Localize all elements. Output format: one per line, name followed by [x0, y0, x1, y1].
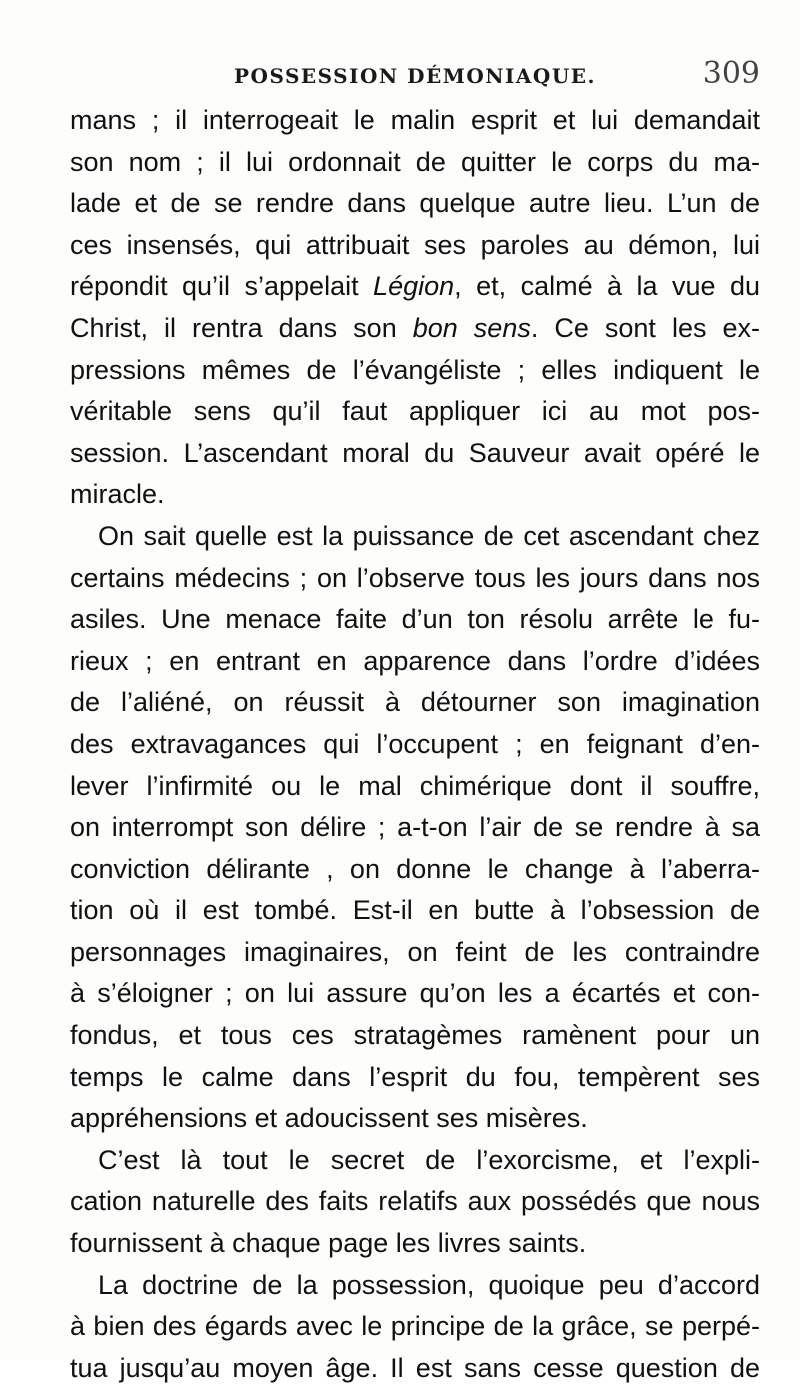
- text-line: personnages imaginaires, on feint de les contraindre: [70, 936, 760, 967]
- text-line: appréhensions et adoucissent ses misères.: [70, 1103, 588, 1134]
- body-text: [70, 100, 760, 1389]
- text-line: session. L’ascendant moral du Sauveur avait opéré le: [70, 437, 760, 468]
- text-line: à s’éloigner ; on lui assure qu’on les a écartés et con-: [70, 978, 760, 1009]
- text-line: véritable sens qu’il faut appliquer ici au mot pos-: [70, 396, 760, 427]
- text-segment: répondit qu’il s’appelait: [70, 271, 374, 302]
- text-line: [70, 308, 760, 350]
- text-line: certains médecins ; on l’observe tous les jours dans nos: [70, 562, 760, 593]
- text-line: C’est là tout le secret de l’exorcisme, et l’expli-: [98, 1144, 760, 1175]
- text-line: lade et de se rendre dans quelque autre lieu. L’un de: [70, 188, 760, 219]
- page-number: 309: [702, 56, 760, 91]
- text-line: mans ; il interrogeait le malin esprit et lui demandait: [70, 105, 760, 135]
- text-line: On sait quelle est la puissance de cet ascendant chez: [98, 520, 760, 551]
- text-line: ces insensés, qui attribuait ses paroles au démon, lui: [70, 229, 760, 260]
- text-line: miracle.: [70, 479, 165, 510]
- text-line: son nom ; il lui ordonnait de quitter le corps du ma-: [70, 146, 760, 177]
- text-line: tua jusqu’au moyen âge. Il est sans cesse question de: [70, 1352, 760, 1383]
- text-line: conviction délirante , on donne le change à l’aberra-: [70, 853, 760, 884]
- text-segment: , et, calmé à la vue du: [454, 271, 760, 302]
- text-line: pressions mêmes de l’évangéliste ; elles indiquent le: [70, 354, 760, 385]
- text-line: fondus, et tous ces stratagèmes ramènent pour un: [70, 1020, 760, 1051]
- text-line: tion où il est tombé. Est-il en butte à l’obsession de: [70, 895, 760, 926]
- text-line: temps le calme dans l’esprit du fou, tempèrent ses: [70, 1061, 760, 1092]
- text-segment: . Ce sont les ex-: [530, 312, 761, 343]
- text-line: lever l’infirmité ou le mal chimérique dont il souffre,: [70, 770, 760, 801]
- text-line: cation naturelle des faits relatifs aux possédés que nous: [70, 1186, 760, 1217]
- text-line: de l’aliéné, on réussit à détourner son imagination: [70, 687, 760, 718]
- text-line: asiles. Une menace faite d’un ton résolu arrête le fu-: [70, 604, 760, 635]
- text-segment: Christ, il rentra dans son: [70, 312, 413, 343]
- text-line: des extravagances qui l’occupent ; en feignant d’en-: [70, 728, 760, 759]
- text-line: on interrompt son délire ; a-t-on l’air de se rendre à sa: [70, 812, 760, 843]
- text-line: [70, 266, 760, 308]
- running-title: POSSESSION DÉMONIAQUE.: [234, 64, 596, 88]
- text-line: rieux ; en entrant en apparence dans l’ordre d’idées: [70, 645, 760, 676]
- text-line: à bien des égards avec le principe de la grâce, se perpé-: [70, 1311, 760, 1342]
- text-line: fournissent à chaque page les livres saints.: [70, 1228, 587, 1259]
- running-header: [70, 56, 760, 96]
- italic-term: Légion: [373, 271, 455, 302]
- italic-term: bon sens: [412, 312, 531, 343]
- text-line: La doctrine de la possession, quoique peu d’accord: [98, 1269, 760, 1300]
